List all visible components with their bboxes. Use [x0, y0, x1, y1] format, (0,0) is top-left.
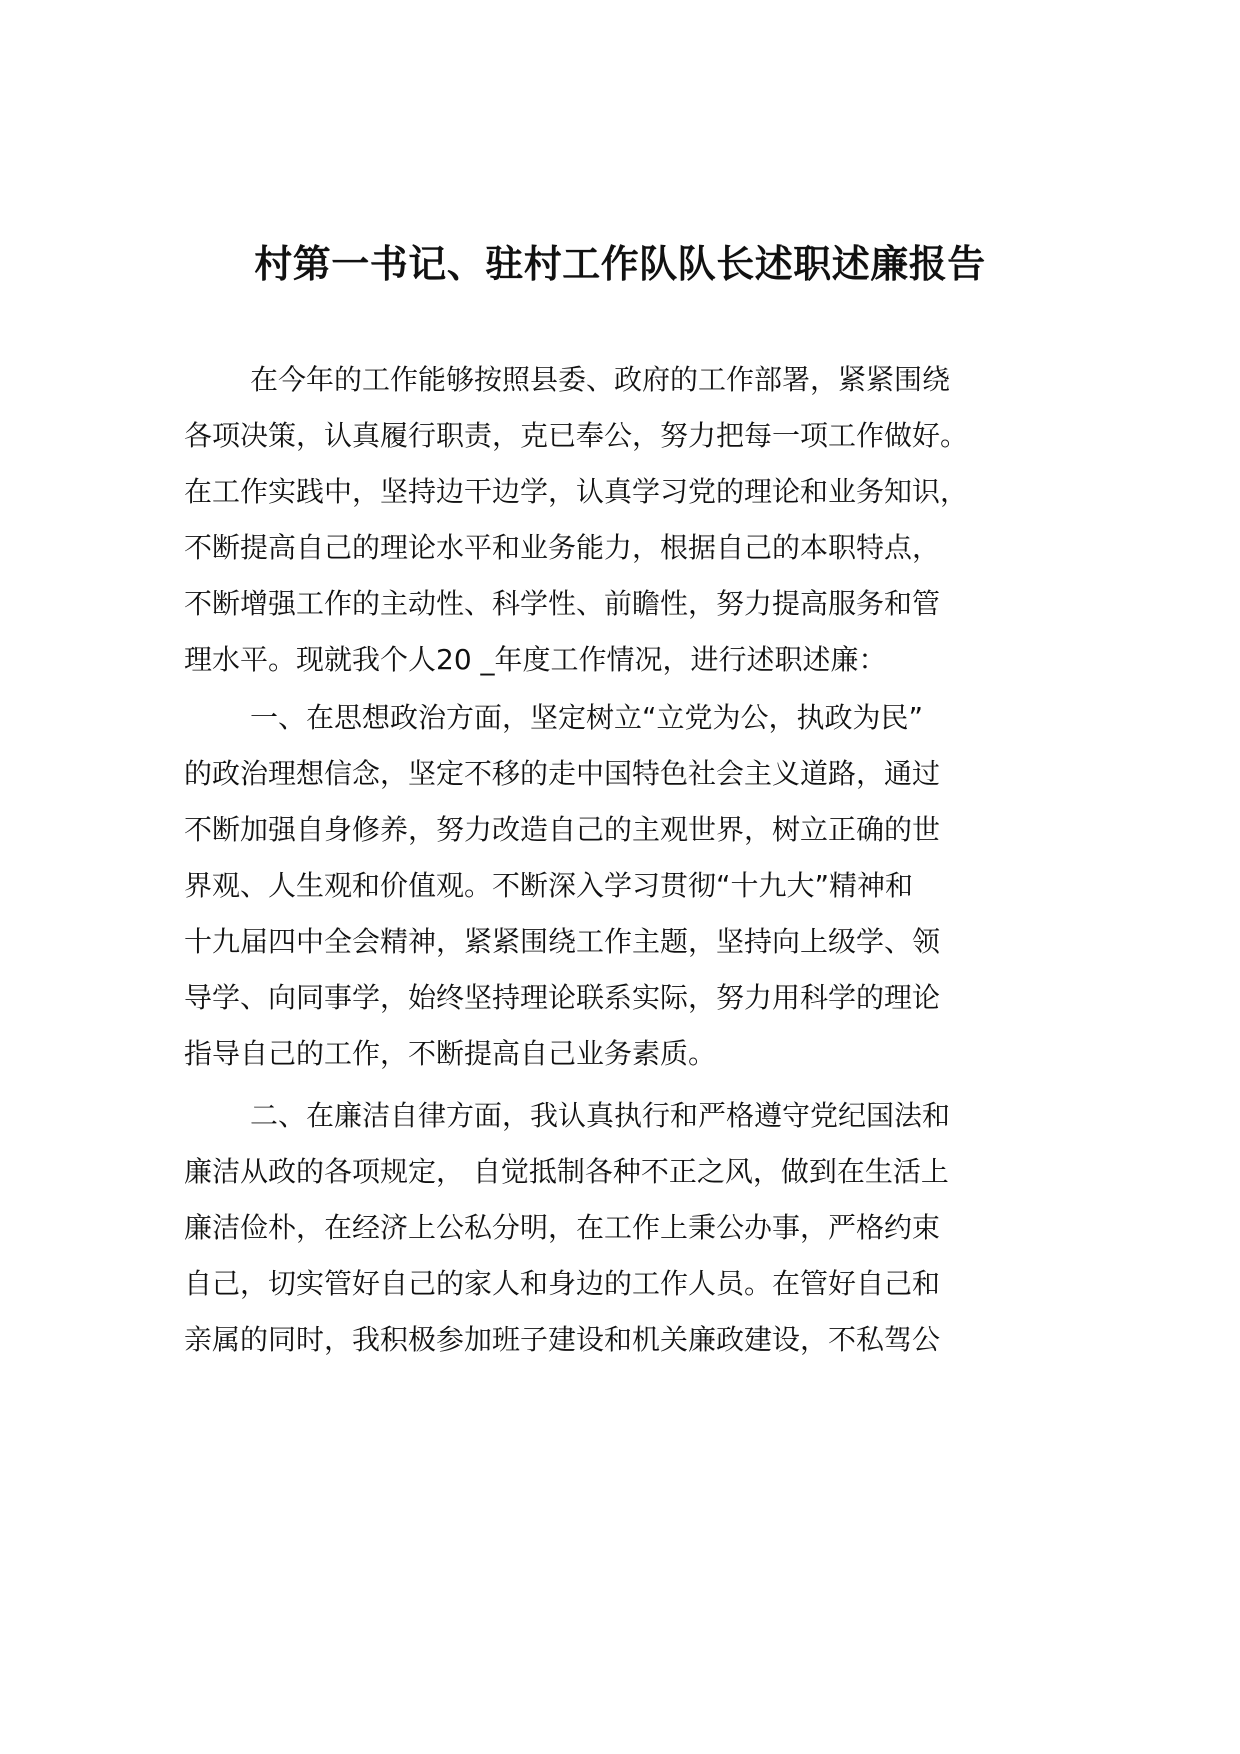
text-line: 的政治理想信念，坚定不移的走中国特色社会主义道路，通过	[184, 757, 941, 790]
paragraph-integrity	[184, 1088, 1064, 1368]
text-line: 一、在思想政治方面，坚定树立“立党为公，执政为民”	[250, 701, 924, 734]
text-line: 十九届四中全会精神，紧紧围绕工作主题，坚持向上级学、领	[184, 925, 941, 958]
text-line: 在今年的工作能够按照县委、政府的工作部署，紧紧围绕	[250, 363, 951, 396]
text-line: 不断提高自己的理论水平和业务能力，根据自己的本职特点，	[184, 531, 941, 564]
text-line: 不断增强工作的主动性、科学性、前瞻性，努力提高服务和管	[184, 587, 941, 620]
text-line: 廉洁俭朴，在经济上公私分明，在工作上秉公办事，严格约束	[184, 1211, 941, 1244]
text-line: 导学、向同事学，始终坚持理论联系实际，努力用科学的理论	[184, 981, 941, 1014]
paragraph-ideology	[184, 690, 1064, 1082]
text-line: 亲属的同时，我积极参加班子建设和机关廉政建设，不私驾公	[184, 1323, 941, 1356]
text-line: 指导自己的工作，不断提高自己业务素质。	[184, 1037, 717, 1070]
text-line: 各项决策，认真履行职责，克已奉公，努力把每一项工作做好。	[184, 419, 969, 452]
text-line: 界观、人生观和价值观。不断深入学习贯彻“十九大”精神和	[184, 869, 914, 902]
text-line: 二、在廉洁自律方面，我认真执行和严格遵守党纪国法和	[250, 1099, 951, 1132]
text-line: 自己，切实管好自己的家人和身边的工作人员。在管好自己和	[184, 1267, 941, 1300]
document-title: 村第一书记、驻村工作队队长述职述廉报告	[254, 242, 986, 286]
paragraph-intro	[184, 352, 1064, 688]
text-line: 不断加强自身修养，努力改造自己的主观世界，树立正确的世	[184, 813, 941, 846]
text-line: 理水平。现就我个人20 _年度工作情况，进行述职述廉：	[184, 643, 887, 676]
text-line: 在工作实践中，坚持边干边学，认真学习党的理论和业务知识，	[184, 475, 969, 508]
text-line: 廉洁从政的各项规定， 自觉抵制各种不正之风，做到在生活上	[184, 1155, 949, 1188]
